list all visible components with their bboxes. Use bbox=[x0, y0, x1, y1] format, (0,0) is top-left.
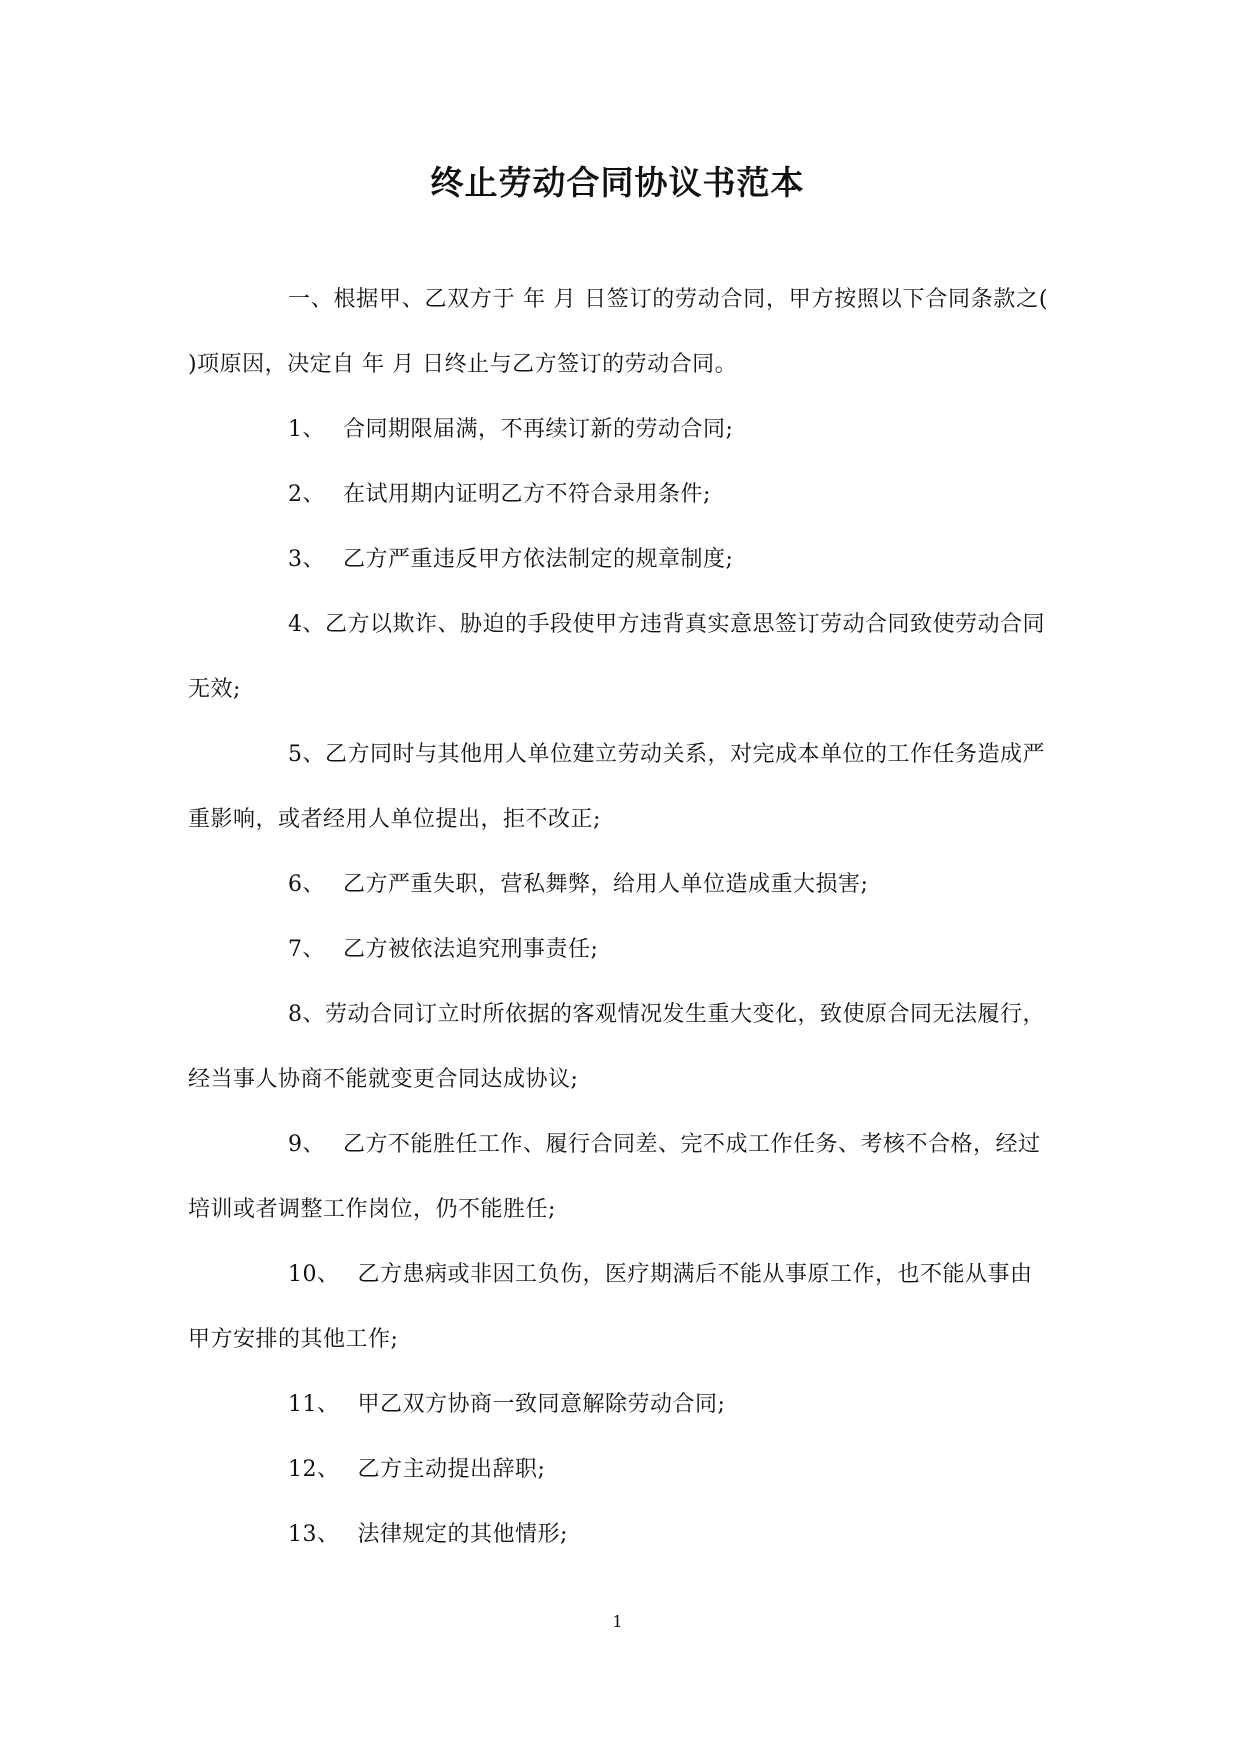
page-number: 1 bbox=[612, 1612, 623, 1631]
list-item bbox=[188, 1112, 1048, 1242]
item-number: 12、 bbox=[288, 1457, 340, 1482]
item-number: 4、 bbox=[288, 612, 325, 637]
item-text: 劳动合同订立时所依据的客观情况发生重大变化，致使原合同无法履行，经当事人协商不能就变更合同达成协议; bbox=[188, 1002, 1046, 1092]
item-text: 合同期限届满，不再续订新的劳动合同; bbox=[343, 417, 734, 442]
item-text: 在试用期内证明乙方不符合录用条件; bbox=[343, 482, 711, 507]
item-number: 1、 bbox=[288, 417, 325, 442]
list-item bbox=[188, 1437, 1048, 1502]
item-text: 乙方患病或非因工负伤，医疗期满后不能从事原工作，也不能从事由甲方安排的其他工作; bbox=[188, 1262, 1033, 1352]
list-item bbox=[188, 722, 1048, 852]
list-item bbox=[188, 397, 1048, 462]
list-item bbox=[188, 1242, 1048, 1372]
document-title: 终止劳动合同协议书范本 bbox=[430, 163, 805, 202]
list-item bbox=[188, 592, 1048, 722]
item-number: 2、 bbox=[288, 482, 325, 507]
item-number: 13、 bbox=[288, 1522, 340, 1547]
list-item bbox=[188, 1372, 1048, 1437]
item-text: 甲乙双方协商一致同意解除劳动合同; bbox=[357, 1392, 726, 1417]
item-number: 3、 bbox=[288, 547, 325, 572]
item-text: 乙方同时与其他用人单位建立劳动关系，对完成本单位的工作任务造成严重影响，或者经用人单位提出，拒不改正; bbox=[188, 742, 1046, 832]
list-item bbox=[188, 462, 1048, 527]
item-number: 6、 bbox=[288, 872, 325, 897]
item-text: 法律规定的其他情形; bbox=[357, 1522, 568, 1547]
item-number: 9、 bbox=[288, 1132, 325, 1157]
list-item bbox=[188, 917, 1048, 982]
document-body bbox=[188, 267, 1048, 1567]
item-number: 5、 bbox=[288, 742, 325, 767]
item-text: 乙方被依法追究刑事责任; bbox=[343, 937, 599, 962]
item-text: 乙方以欺诈、胁迫的手段使甲方违背真实意思签订劳动合同致使劳动合同无效; bbox=[188, 612, 1046, 702]
list-item bbox=[188, 527, 1048, 592]
item-text: 乙方不能胜任工作、履行合同差、完不成工作任务、考核不合格，经过培训或者调整工作岗位，仍不能胜任; bbox=[188, 1132, 1041, 1222]
item-number: 7、 bbox=[288, 937, 325, 962]
list-item bbox=[188, 852, 1048, 917]
item-text: 乙方主动提出辞职; bbox=[357, 1457, 546, 1482]
list-item bbox=[188, 1502, 1048, 1567]
item-number: 10、 bbox=[288, 1262, 340, 1287]
item-number: 11、 bbox=[288, 1392, 340, 1417]
list-item bbox=[188, 982, 1048, 1112]
item-number: 8、 bbox=[288, 1002, 325, 1027]
intro-paragraph: 一、根据甲、乙双方于 年 月 日签订的劳动合同，甲方按照以下合同条款之( )项原因，决定自 年 月 日终止与乙方签订的劳动合同。 bbox=[188, 287, 1048, 377]
item-text: 乙方严重违反甲方依法制定的规章制度; bbox=[343, 547, 734, 572]
item-text: 乙方严重失职，营私舞弊，给用人单位造成重大损害; bbox=[343, 872, 869, 897]
